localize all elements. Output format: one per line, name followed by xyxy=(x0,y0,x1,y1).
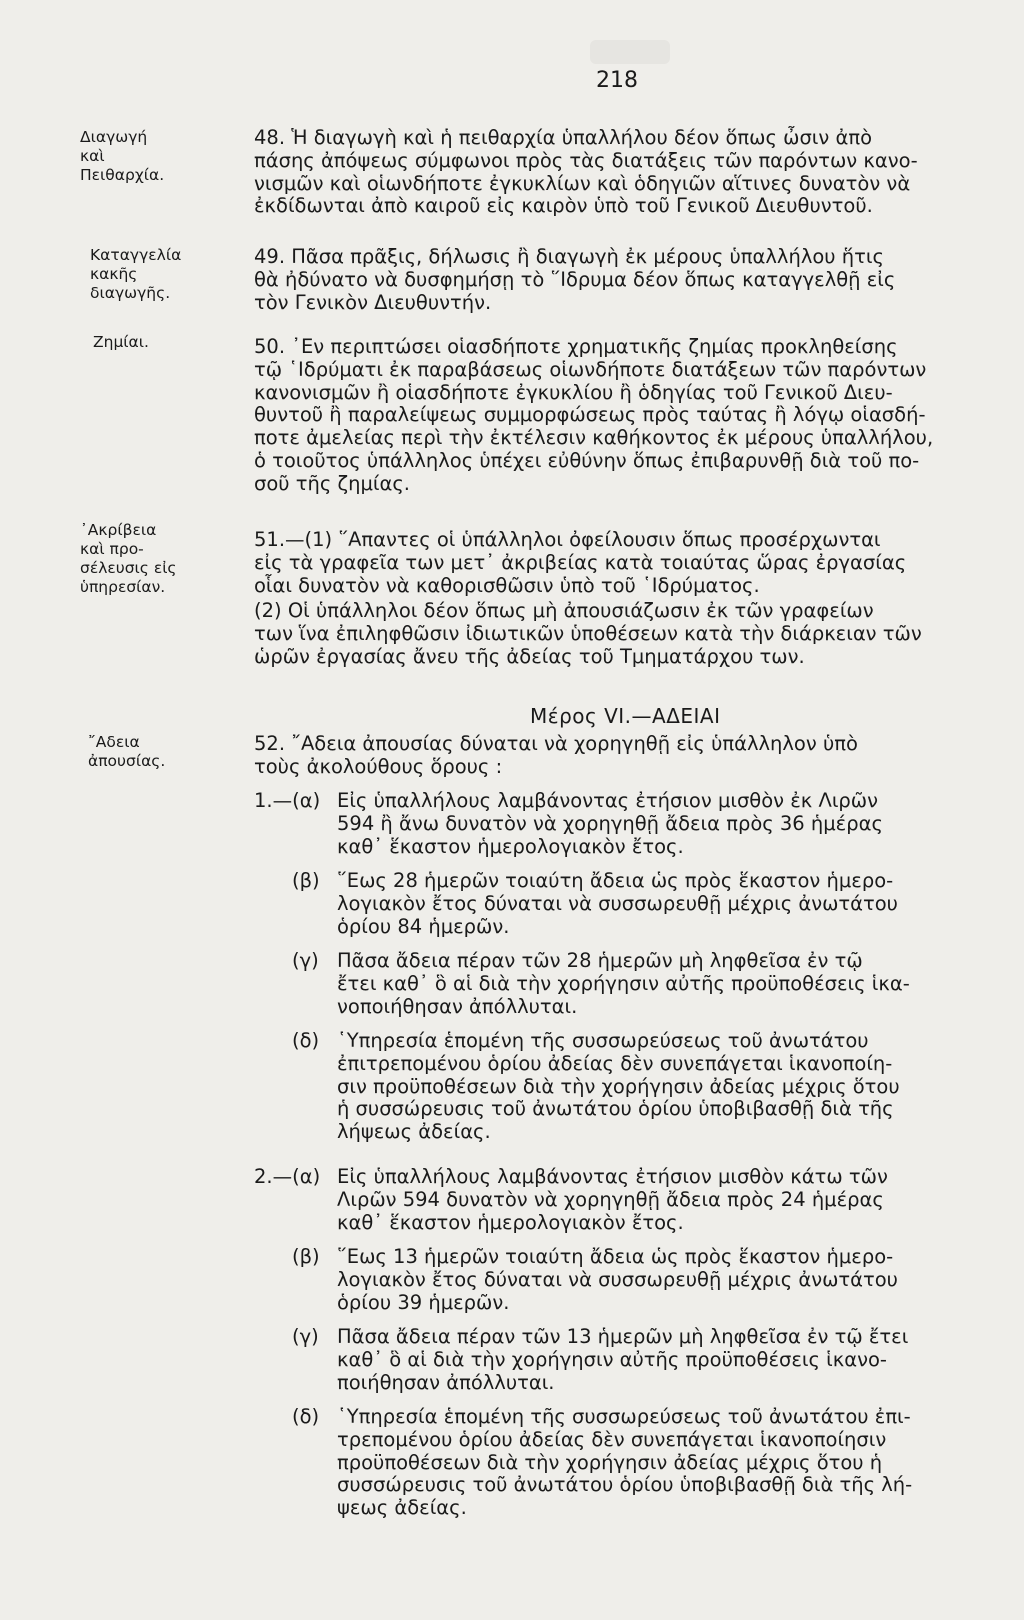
text-line: ῾Υπηρεσία ἑπομένη τῆς συσσωρεύσεως τοῦ ἀνωτάτου ἐπι- xyxy=(337,1405,911,1428)
text-line: εἰς τὰ γραφεῖα των μετ᾿ ἀκριβείας κατὰ τοιαύτας ὥρας ἐργασίας xyxy=(254,550,907,574)
clause-text xyxy=(337,1406,912,1520)
text-line: 594 ἢ ἄνω δυνατὸν νὰ χορηγηθῇ ἄδεια πρὸς 36 ἡμέρας xyxy=(337,811,883,835)
text-line: 51.—(1) ῞Απαντες οἱ ὑπάλληλοι ὀφείλουσιν ὅπως προσέρχωνται xyxy=(254,528,881,551)
clause-text xyxy=(337,1326,908,1394)
clause-text xyxy=(337,870,898,938)
clause-text xyxy=(337,1166,888,1234)
text-line: ὡρῶν ἐργασίας ἄνευ τῆς ἀδείας τοῦ Τμηματάρχου των. xyxy=(254,644,805,668)
text-line: ἐπιτρεπομένου ὁρίου ἀδείας δὲν συνεπάγεται ἱκανοποίη- xyxy=(337,1051,893,1075)
part-heading: Μέρος VI.—ΑΔΕΙΑΙ xyxy=(530,704,721,728)
clause-label: (β) xyxy=(292,869,320,892)
clause-text xyxy=(337,1246,898,1314)
text-line: καθ᾿ ἕκαστον ἡμερολογιακὸν ἔτος. xyxy=(337,1210,684,1234)
text-line: τὸν Γενικὸν Διευθυντήν. xyxy=(254,290,492,314)
text-line: Πᾶσα ἄδεια πέραν τῶν 13 ἡμερῶν μὴ ληφθεῖσα ἐν τῷ ἔτει xyxy=(337,1325,909,1348)
clause-label: (δ) xyxy=(292,1029,320,1052)
clause-2c xyxy=(292,1326,984,1396)
text-line: Λιρῶν 594 δυνατὸν νὰ χορηγηθῇ ἄδεια πρὸς 24 ἡμέρας xyxy=(337,1187,884,1211)
text-line: τῷ ῾Ιδρύματι ἐκ παραβάσεως οἱωνδήποτε διατάξεων τῶν παρόντων xyxy=(254,357,927,381)
text-line: Εἰς ὑπαλλήλους λαμβάνοντας ἐτήσιον μισθὸν κάτω τῶν xyxy=(337,1165,888,1188)
text-line: ὁρίου 84 ἡμερῶν. xyxy=(337,914,510,938)
margin-note-leave xyxy=(88,733,198,771)
clause-label: 1.—(α) xyxy=(254,789,321,812)
text-line: (2) Οἱ ὑπάλληλοι δέον ὅπως μὴ ἀπουσιάζωσιν ἐκ τῶν γραφείων xyxy=(254,599,874,622)
section-50 xyxy=(254,336,984,496)
text-line: ῾Υπηρεσία ἑπομένη τῆς συσσωρεύσεως τοῦ ἀνωτάτου xyxy=(337,1029,869,1052)
margin-note-line: κακῆς xyxy=(90,265,138,283)
text-line: Πᾶσα ἄδεια πέραν τῶν 28 ἡμερῶν μὴ ληφθεῖσα ἐν τῷ xyxy=(337,949,863,972)
clause-label: 2.—(α) xyxy=(254,1165,321,1188)
text-line: ψεως ἀδείας. xyxy=(337,1496,467,1520)
text-line: 49. Πᾶσα πρᾶξις, δήλωσις ἢ διαγωγὴ ἐκ μέρους ὑπαλλήλου ἥτις xyxy=(254,245,884,268)
clause-1d xyxy=(292,1030,984,1146)
page-number: 218 xyxy=(596,68,638,93)
text-line: ἡ συσσώρευσις τοῦ ἀνωτάτου ὁρίου ὑποβιβασθῇ διὰ τῆς xyxy=(337,1097,894,1121)
margin-note-line: Ζημίαι. xyxy=(93,333,149,351)
text-line: ἐκδίδωνται ἀπὸ καιροῦ εἰς καιρὸν ὑπὸ τοῦ Γενικοῦ Διευθυντοῦ. xyxy=(254,194,873,218)
text-line: λογιακὸν ἔτος δύναται νὰ συσσωρευθῇ μέχρις ἀνωτάτου xyxy=(337,1267,898,1291)
clause-2a xyxy=(254,1166,984,1236)
text-line: τρεπομένου ὁρίου ἀδείας δὲν συνεπάγεται ἱκανοποίησιν xyxy=(337,1427,887,1451)
text-line: σοῦ τῆς ζημίας. xyxy=(254,471,410,495)
text-line: ἔτει καθ᾿ ὃ αἱ διὰ τὴν χορήγησιν αὐτῆς προϋποθέσεις ἱκα- xyxy=(337,971,910,995)
text-line: οἷαι δυνατὸν νὰ καθορισθῶσιν ὑπὸ τοῦ ῾Ιδρύματος. xyxy=(254,573,760,597)
clause-1c xyxy=(292,950,984,1020)
text-line: κανονισμῶν ἢ οἱασδήποτε ἐγκυκλίου ἢ ὁδηγίας τοῦ Γενικοῦ Διευ- xyxy=(254,380,893,404)
clause-1b xyxy=(292,870,984,940)
clause-2b xyxy=(292,1246,984,1316)
text-line: ῞Εως 28 ἡμερῶν τοιαύτη ἄδεια ὡς πρὸς ἕκαστον ἡμερο- xyxy=(337,869,894,892)
margin-note-line: ῎Αδεια xyxy=(88,733,140,751)
clause-label: (δ) xyxy=(292,1405,320,1428)
text-line: συσσώρευσις τοῦ ἀνωτάτου ὁρίου ὑποβιβασθῇ διὰ τῆς λή- xyxy=(337,1473,913,1497)
text-line: ποτε ἀμελείας περὶ τὴν ἐκτέλεσιν καθήκοντος ἐκ μέρους ὑπαλλήλου, xyxy=(254,426,934,450)
bleed-through-mark xyxy=(590,40,670,64)
text-line: 50. ᾿Εν περιπτώσει οἱασδήποτε χρηματικῆς ζημίας προκληθείσης xyxy=(254,335,898,358)
clause-2d xyxy=(292,1406,984,1522)
margin-note-line: καὶ xyxy=(80,147,105,165)
text-line: πάσης ἀπόψεως σύμφωνοι πρὸς τὰς διατάξεις τῶν παρόντων κανο- xyxy=(254,148,918,172)
text-line: λογιακὸν ἔτος δύναται νὰ συσσωρευθῇ μέχρις ἀνωτάτου xyxy=(337,891,898,915)
margin-note-line: Διαγωγή xyxy=(80,128,148,146)
clause-label: (γ) xyxy=(292,1325,319,1348)
text-line: σιν προϋποθέσεων διὰ τὴν χορήγησιν ἀδείας μέχρις ὅτου xyxy=(337,1074,900,1098)
margin-note-conduct xyxy=(80,128,190,185)
clause-text xyxy=(337,950,910,1018)
clause-label: (β) xyxy=(292,1245,320,1268)
text-line: Εἰς ὑπαλλήλους λαμβάνοντας ἐτήσιον μισθὸν ἐκ Λιρῶν xyxy=(337,789,879,812)
section-51-1 xyxy=(254,529,984,597)
margin-note-line: Πειθαρχία. xyxy=(80,166,165,184)
text-line: λήψεως ἀδείας. xyxy=(337,1120,491,1144)
text-line: θὰ ἠδύνατο νὰ δυσφημήσῃ τὸ ῞Ιδρυμα δέον ὅπως καταγγελθῇ εἰς xyxy=(254,267,896,291)
margin-note-misconduct-report xyxy=(90,246,200,303)
margin-note-line: διαγωγῆς. xyxy=(90,284,171,302)
margin-note-line: ἀπουσίας. xyxy=(88,752,166,770)
text-line: προϋποθέσεων διὰ τὴν χορήγησιν ἀδείας μέχρις ὅτου ἡ xyxy=(337,1450,883,1474)
margin-note-line: ὑπηρεσίαν. xyxy=(80,578,166,596)
clause-text xyxy=(337,1030,900,1144)
margin-note-punctuality xyxy=(80,521,190,597)
section-51-2 xyxy=(254,600,984,668)
margin-note-line: σέλευσις εἰς xyxy=(80,559,177,577)
clause-text xyxy=(337,790,883,858)
section-49 xyxy=(254,246,984,314)
margin-note-line: καὶ προ- xyxy=(80,540,144,558)
text-line: θυντοῦ ἢ παραλείψεως συμμορφώσεως πρὸς ταύτας ἢ λόγῳ οἱασδή- xyxy=(254,403,926,427)
clause-1a xyxy=(254,790,984,860)
text-line: καθ᾿ ἕκαστον ἡμερολογιακὸν ἔτος. xyxy=(337,834,684,858)
text-line: 48. Ἡ διαγωγὴ καὶ ἡ πειθαρχία ὑπαλλήλου δέον ὅπως ὦσιν ἀπὸ xyxy=(254,126,873,149)
section-52 xyxy=(254,733,984,779)
section-48 xyxy=(254,127,984,218)
text-line: καθ᾿ ὃ αἱ διὰ τὴν χορήγησιν αὐτῆς προϋποθέσεις ἱκανο- xyxy=(337,1347,887,1371)
text-line: 52. ῎Αδεια ἀπουσίας δύναται νὰ χορηγηθῇ εἰς ὑπάλληλον ὑπὸ xyxy=(254,732,858,755)
clause-label: (γ) xyxy=(292,949,319,972)
text-line: νοποιήθησαν ἀπόλλυται. xyxy=(337,994,578,1018)
margin-note-line: ᾿Ακρίβεια xyxy=(80,521,157,539)
margin-note-line: Καταγγελία xyxy=(90,246,182,264)
text-line: ὁρίου 39 ἡμερῶν. xyxy=(337,1290,510,1314)
text-line: των ἵνα ἐπιληφθῶσιν ἰδιωτικῶν ὑποθέσεων κατὰ τὴν διάρκειαν τῶν xyxy=(254,621,922,645)
text-line: τοὺς ἀκολούθους ὅρους : xyxy=(254,754,503,778)
text-line: νισμῶν καὶ οἱωνδήποτε ἐγκυκλίων καὶ ὁδηγιῶν αἵτινες δυνατὸν νὰ xyxy=(254,171,911,195)
margin-note-damages xyxy=(93,333,203,352)
text-line: ῞Εως 13 ἡμερῶν τοιαύτη ἄδεια ὡς πρὸς ἕκαστον ἡμερο- xyxy=(337,1245,894,1268)
text-line: ποιήθησαν ἀπόλλυται. xyxy=(337,1370,555,1394)
text-line: ὁ τοιοῦτος ὑπάλληλος ὑπέχει εὐθύνην ὅπως ἐπιβαρυνθῇ διὰ τοῦ πο- xyxy=(254,448,920,472)
